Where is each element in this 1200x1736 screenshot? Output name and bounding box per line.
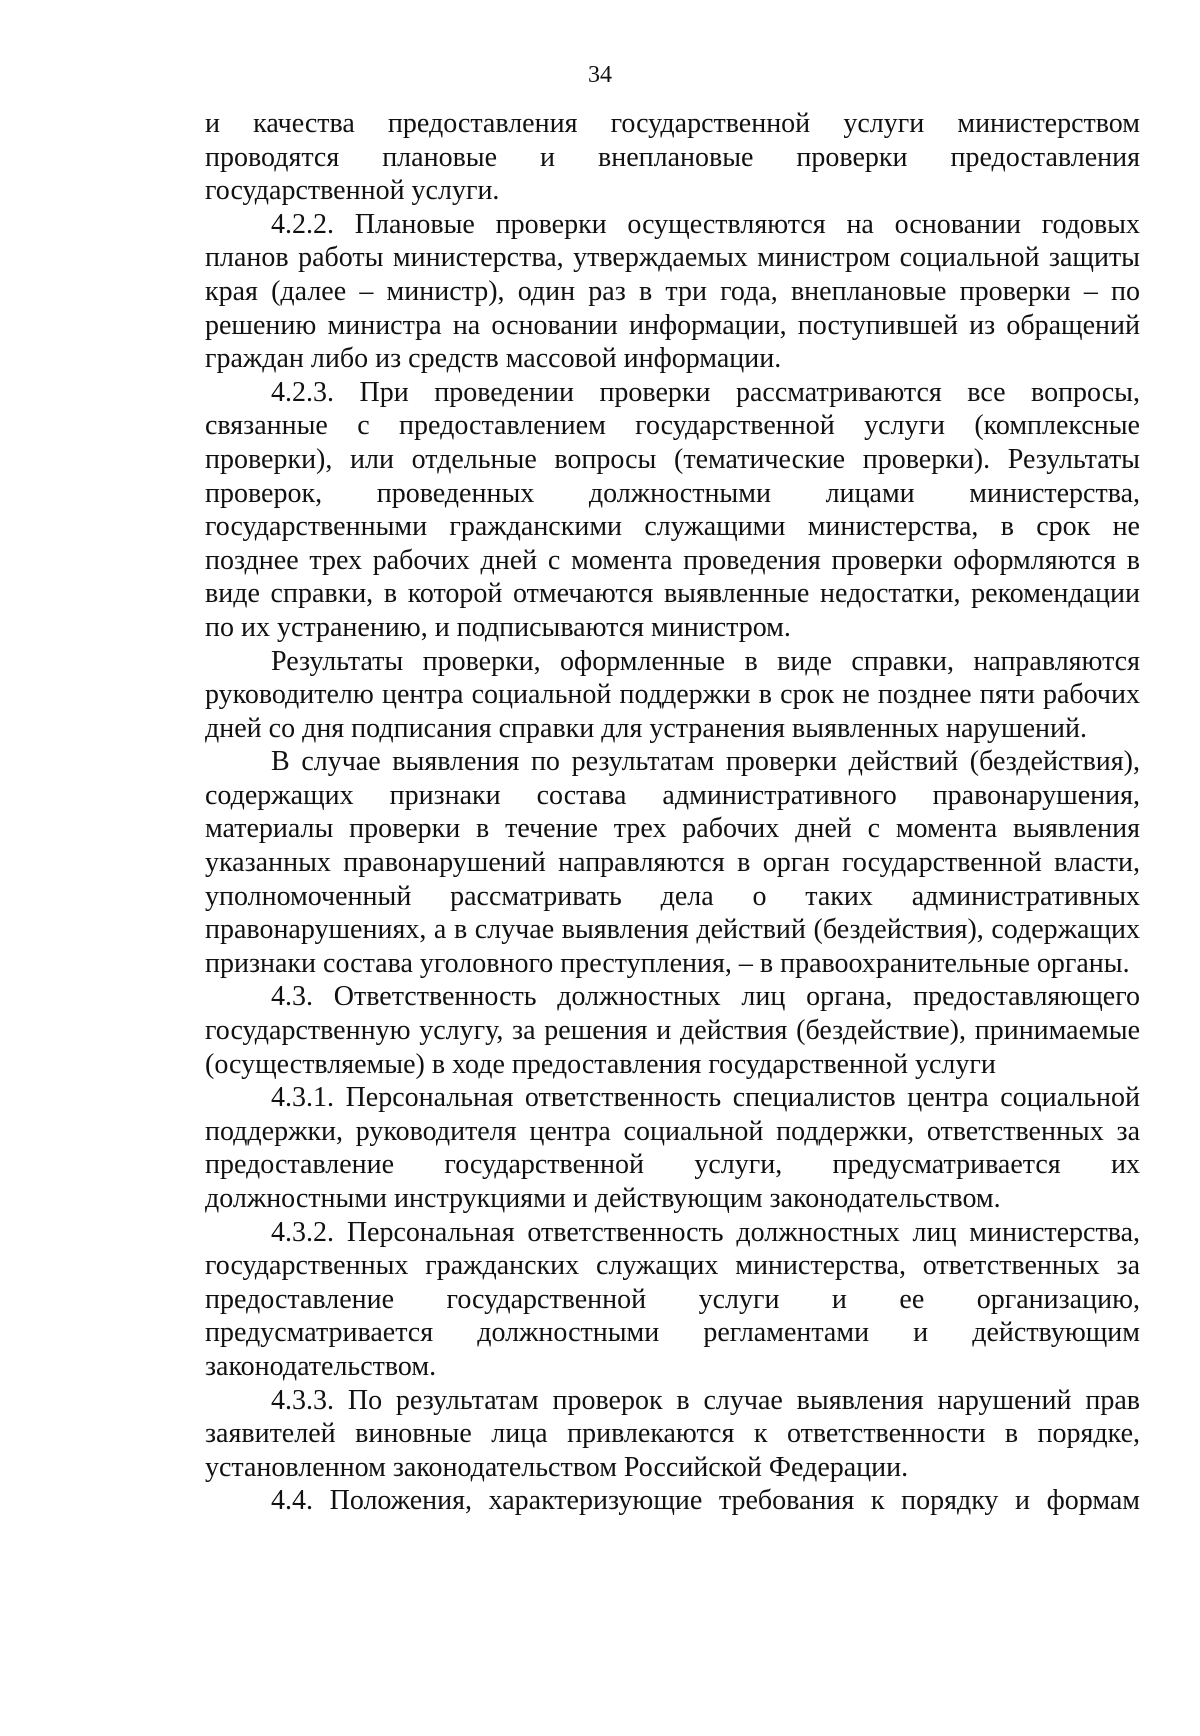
paragraph-violations-detected: В случае выявления по результатам проверки действий (бездействия), содержащих признаки состава административного правонарушения, материалы проверки в течение трех рабочих дней с момента выявления указанных правонарушений направляются в орган государственной власти, уполномоченный рассматривать дела о таких административных правонарушениях, а в случае выявления действий (бездействия), содержащих признаки состава уголовного преступления, – в правоохранительные органы. bbox=[205, 746, 1140, 979]
paragraph-4-3: 4.3. Ответственность должностных лиц органа, предоставляющего государственную услугу, за решения и действия (бездействие), принимаемые (осуществляемые) в ходе предоставления государственной услуги bbox=[205, 981, 1140, 1080]
paragraph-4-2-3: 4.2.3. При проведении проверки рассматриваются все вопросы, связанные с предоставлением государственной услуги (комплексные проверки), или отдельные вопросы (тематические проверки). Результаты проверок, проведенных должностными лицами министерства, государственными гражданскими служащими министерства, в срок не позднее трех рабочих дней с момента проведения проверки оформляются в виде справки, в которой отмечаются выявленные недостатки, рекомендации по их устранению, и подписываются министром. bbox=[205, 376, 1140, 643]
paragraph-4-3-1: 4.3.1. Персональная ответственность специалистов центра социальной поддержки, руководителя центра социальной поддержки, ответственных за предоставление государственной услуги, предусматривается их должностными инструкциями и действующим законодательством. bbox=[205, 1082, 1140, 1214]
page-number: 34 bbox=[588, 62, 612, 88]
paragraph-4-3-2: 4.3.2. Персональная ответственность должностных лиц министерства, государственных гражданских служащих министерства, ответственных за предоставление государственной услуги и ее организацию, предусматривается должностными регламентами и действующим законодательством. bbox=[205, 1216, 1140, 1382]
document-body bbox=[205, 107, 1140, 1518]
paragraph-continuation: и качества предоставления государственной услуги министерством проводятся плановые и внеплановые проверки предоставления государственной услуги. bbox=[205, 108, 1140, 207]
paragraph-inspection-results: Результаты проверки, оформленные в виде справки, направляются руководителю центра социальной поддержки в срок не позднее пяти рабочих дней со дня подписания справки для устранения выявленных нарушений. bbox=[205, 645, 1140, 744]
paragraph-4-2-2: 4.2.2. Плановые проверки осуществляются на основании годовых планов работы министерства, утверждаемых министром социальной защиты края (далее – министр), один раз в три года, внеплановые проверки – по решению министра на основании информации, поступившей из обращений граждан либо из средств массовой информации. bbox=[205, 208, 1140, 375]
paragraph-4-4: 4.4. Положения, характеризующие требования к порядку и формам bbox=[271, 1485, 1140, 1517]
paragraph-4-3-3: 4.3.3. По результатам проверок в случае выявления нарушений прав заявителей виновные лица привлекаются к ответственности в порядке, установленном законодательством Российской Федерации. bbox=[205, 1384, 1140, 1483]
